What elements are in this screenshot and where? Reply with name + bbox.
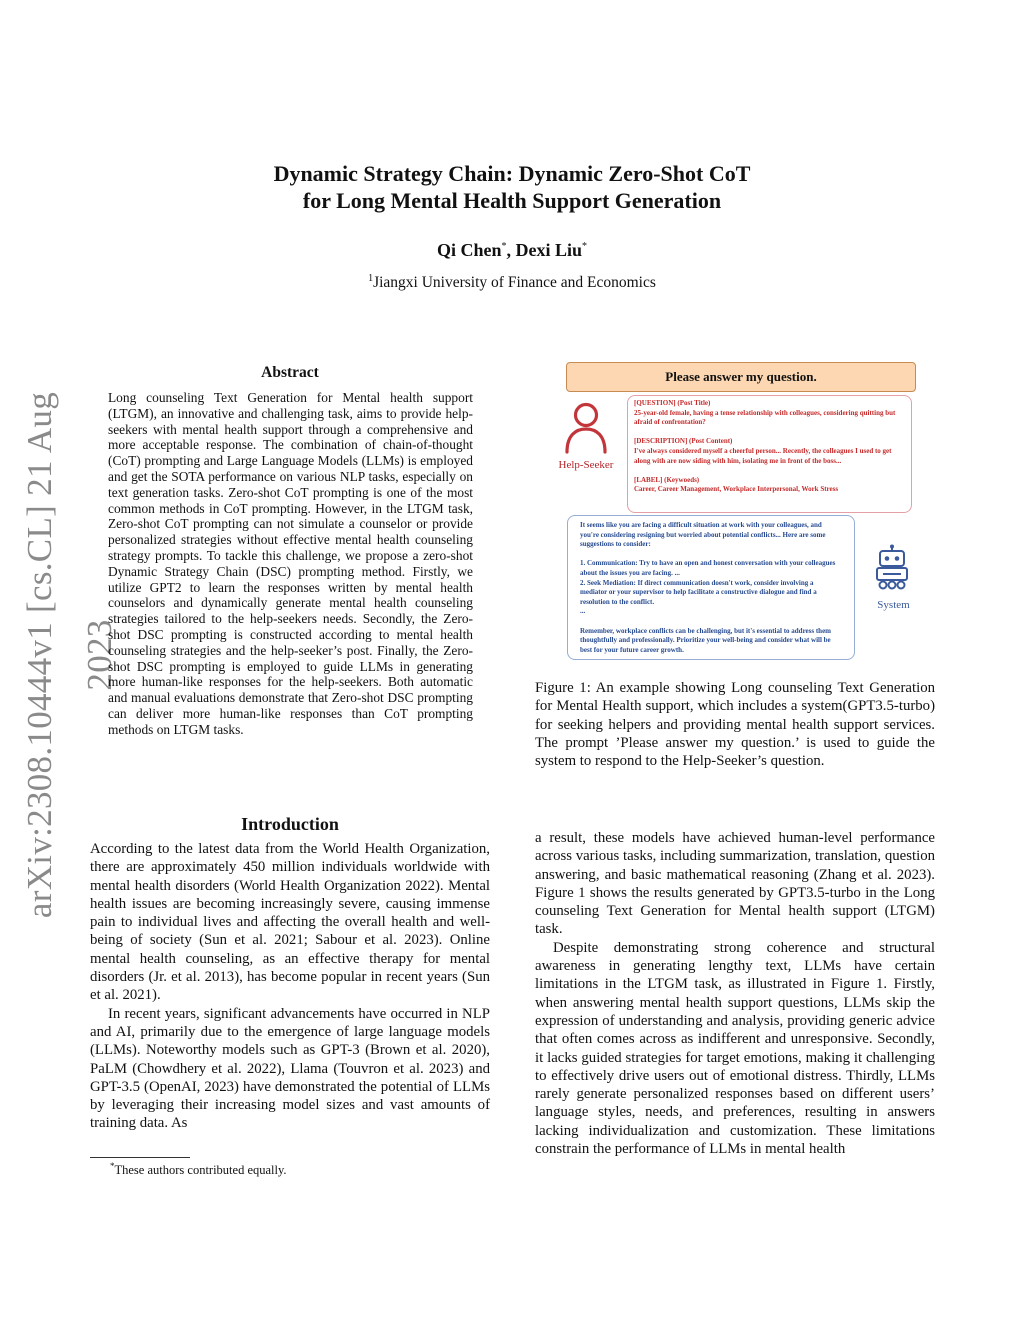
label-tag: [LABEL] (Keywoeds) (634, 475, 700, 484)
equal-contribution-mark: * (501, 241, 507, 252)
help-seeker-label: Help-Seeker (558, 459, 614, 471)
answer-point-1: 1. Communication: Try to have an open and honest conversation with your colleagues about the issues you are facing. ... (580, 559, 836, 577)
affiliation (0, 273, 1024, 292)
description-text: I've always considered myself a cheerful person... Recently, the colleagues I used to get along with are now siding with him, isolating me in front of the boss... (634, 446, 892, 465)
intro-paragraph-1: According to the latest data from the World Health Organization, there are approximately 450 million individuals worldwide with mental health disorders (World Health Organization 2022). Mental health issues are becoming increasingly severe, causing immense pain to individual lives and affecting the overall health and well-being of society (Sun et al. 2021; Sabour et al. 2023). Online mental health counseling, as an effective therapy for mental disorders (Jr. et al. 2013), has become popular in recent years (Sun et al. 2021). (90, 841, 490, 1004)
footnote (110, 1161, 287, 1178)
affiliation-text: Jiangxi University of Finance and Economics (373, 274, 656, 292)
system-robot-icon (874, 544, 910, 590)
author-name: Dexi Liu (515, 240, 583, 260)
abstract-body: Long counseling Text Generation for Mental health support (LTGM), an innovative and challenging task, aims to provide help-seekers with mental health support through a comprehensive and more acceptable response. The combination of chain-of-thought (CoT) prompting and Large Language Models (LLMs) is employed and get the SOTA performance on various NLP tasks, especially on text generation tasks. Zero-shot CoT prompting is one of the most common methods in CoT prompting. However, in the LTGM task, Zero-shot CoT prompting can not simulate a counselor or provide personalized strategies without effective mental health counseling strategy prompts. To tackle this challenge, we propose a zero-shot Dynamic Strategy Chain (DSC) prompting method. Firstly, we utilize GPT2 to learn the responses written by mental health counselors and dynamically generate mental health counseling strategies tailored to the help-seekers needs. Secondly, the Zero-shot DSC prompting is constructed according to mental health counseling strategies and the help-seeker’s post. Finally, the Zero-shot DSC prompting is employed to guide LLMs in generating more human-like responses for the help-seekers. Both automatic and manual evaluations demonstrate that Zero-shot DSC prompting can deliver more human-like responses than CoT prompting methods on LTGM tasks. (108, 390, 473, 737)
footnote-mark: * (110, 1161, 115, 1171)
title-line-1: Dynamic Strategy Chain: Dynamic Zero-Shot CoT (273, 161, 751, 186)
question-tag: [QUESTION] (Post Title) (634, 399, 711, 407)
figure-caption: Figure 1: An example showing Long counseling Text Generation for Mental Health support, which includes a system(GPT3.5-turbo) for seeking helpers and providing mental health support services. The prompt ’Please answer my question.’ is used to guide the system to respond to the Help-Seeker’s question. (535, 680, 935, 770)
question-text: 25-year-old female, having a tense relationship with colleagues, considering quitting but afraid of confrontation? (634, 408, 896, 427)
introduction-heading: Introduction (241, 814, 339, 834)
answer-point-2: 2. Seek Mediation: If direct communication doesn't work, consider involving a mediator or your supervisor to help facilitate a constructive dialogue and find a resolution to the conflict. (580, 578, 817, 606)
answer-closing: Remember, workplace conflicts can be challenging, but it's essential to address them thoughtfully and professionally. Prioritize your well-being and consider what will be best for your future career growth. (580, 626, 832, 654)
left-column-text (90, 840, 490, 1133)
system-label: System (877, 599, 910, 611)
answer-intro: It seems like you are facing a difficult situation at work with your colleagues, and you're considering resigning but worried about potential conflicts... Here are some suggestions to consider: (580, 521, 826, 549)
footnote-divider (90, 1157, 190, 1158)
intro-paragraph-2: In recent years, significant advancements have occurred in NLP and AI, primarily due to the emergence of large language models (LLMs). Noteworthy models such as GPT-3 (Brown et al. 2020), PaLM (Chowdhery et al. 2022), Llama (Touvron et al. 2023) and GPT-3.5 (OpenAI, 2023) have demonstrated the potential of LLMs by leveraging their increasing model sizes and vast amounts of training data. As (90, 1005, 490, 1132)
footnote-text: These authors contributed equally. (114, 1163, 287, 1178)
arxiv-identifier-stamp: arXiv:2308.10444v1 [cs.CL] 21 Aug 2023 (20, 391, 119, 919)
affiliation-mark: 1 (368, 273, 374, 284)
title-line-2: for Long Mental Health Support Generation (302, 188, 722, 213)
intro-paragraph-continued: a result, these models have achieved human-level performance across various tasks, including summarization, translation, question answering, and basic mathematical reasoning (Zhang et al. 2023). Figure 1 shows the results generated by GPT3.5-turbo in the Long counseling Text Generation for Mental health support (LTGM) task. (535, 830, 935, 938)
answer-ellipsis: ... (580, 607, 586, 616)
author-name: Qi Chen (436, 240, 502, 260)
paper-title (0, 160, 1024, 214)
description-tag: [DESCRIPTION] (Post Content) (634, 437, 733, 446)
equal-contribution-mark: * (582, 241, 588, 252)
question-box (627, 395, 912, 513)
system-answer-box (567, 515, 855, 660)
intro-paragraph-3: Despite demonstrating strong coherence and structural awareness in generating lengthy text, LLMs have certain limitations in the LTGM task, as illustrated in Figure 1. Firstly, when answering mental health support questions, LLMs skip the expression of understanding and analysis, providing generic advice that often comes across as indifferent and unresponsive. Secondly, it lacks guided strategies for target emotions, making it challenging to effectively drive users out of emotional distress. Thirdly, LLMs rarely generate personalized responses based on different users’ language styles, needs, and preferences, resulting in answers lacking individualization and customization. These limitations constrain the performance of LLMs in mental health (535, 939, 935, 1158)
label-text: Career, Career Management, Workplace Interpersonal, Work Stress (634, 485, 839, 494)
abstract-heading: Abstract (261, 364, 319, 381)
prompt-banner: Please answer my question. (566, 362, 916, 392)
help-seeker-person-icon (562, 400, 610, 454)
right-column-text (535, 829, 935, 1158)
author-list: Qi Chen*, Dexi Liu* (436, 240, 588, 260)
